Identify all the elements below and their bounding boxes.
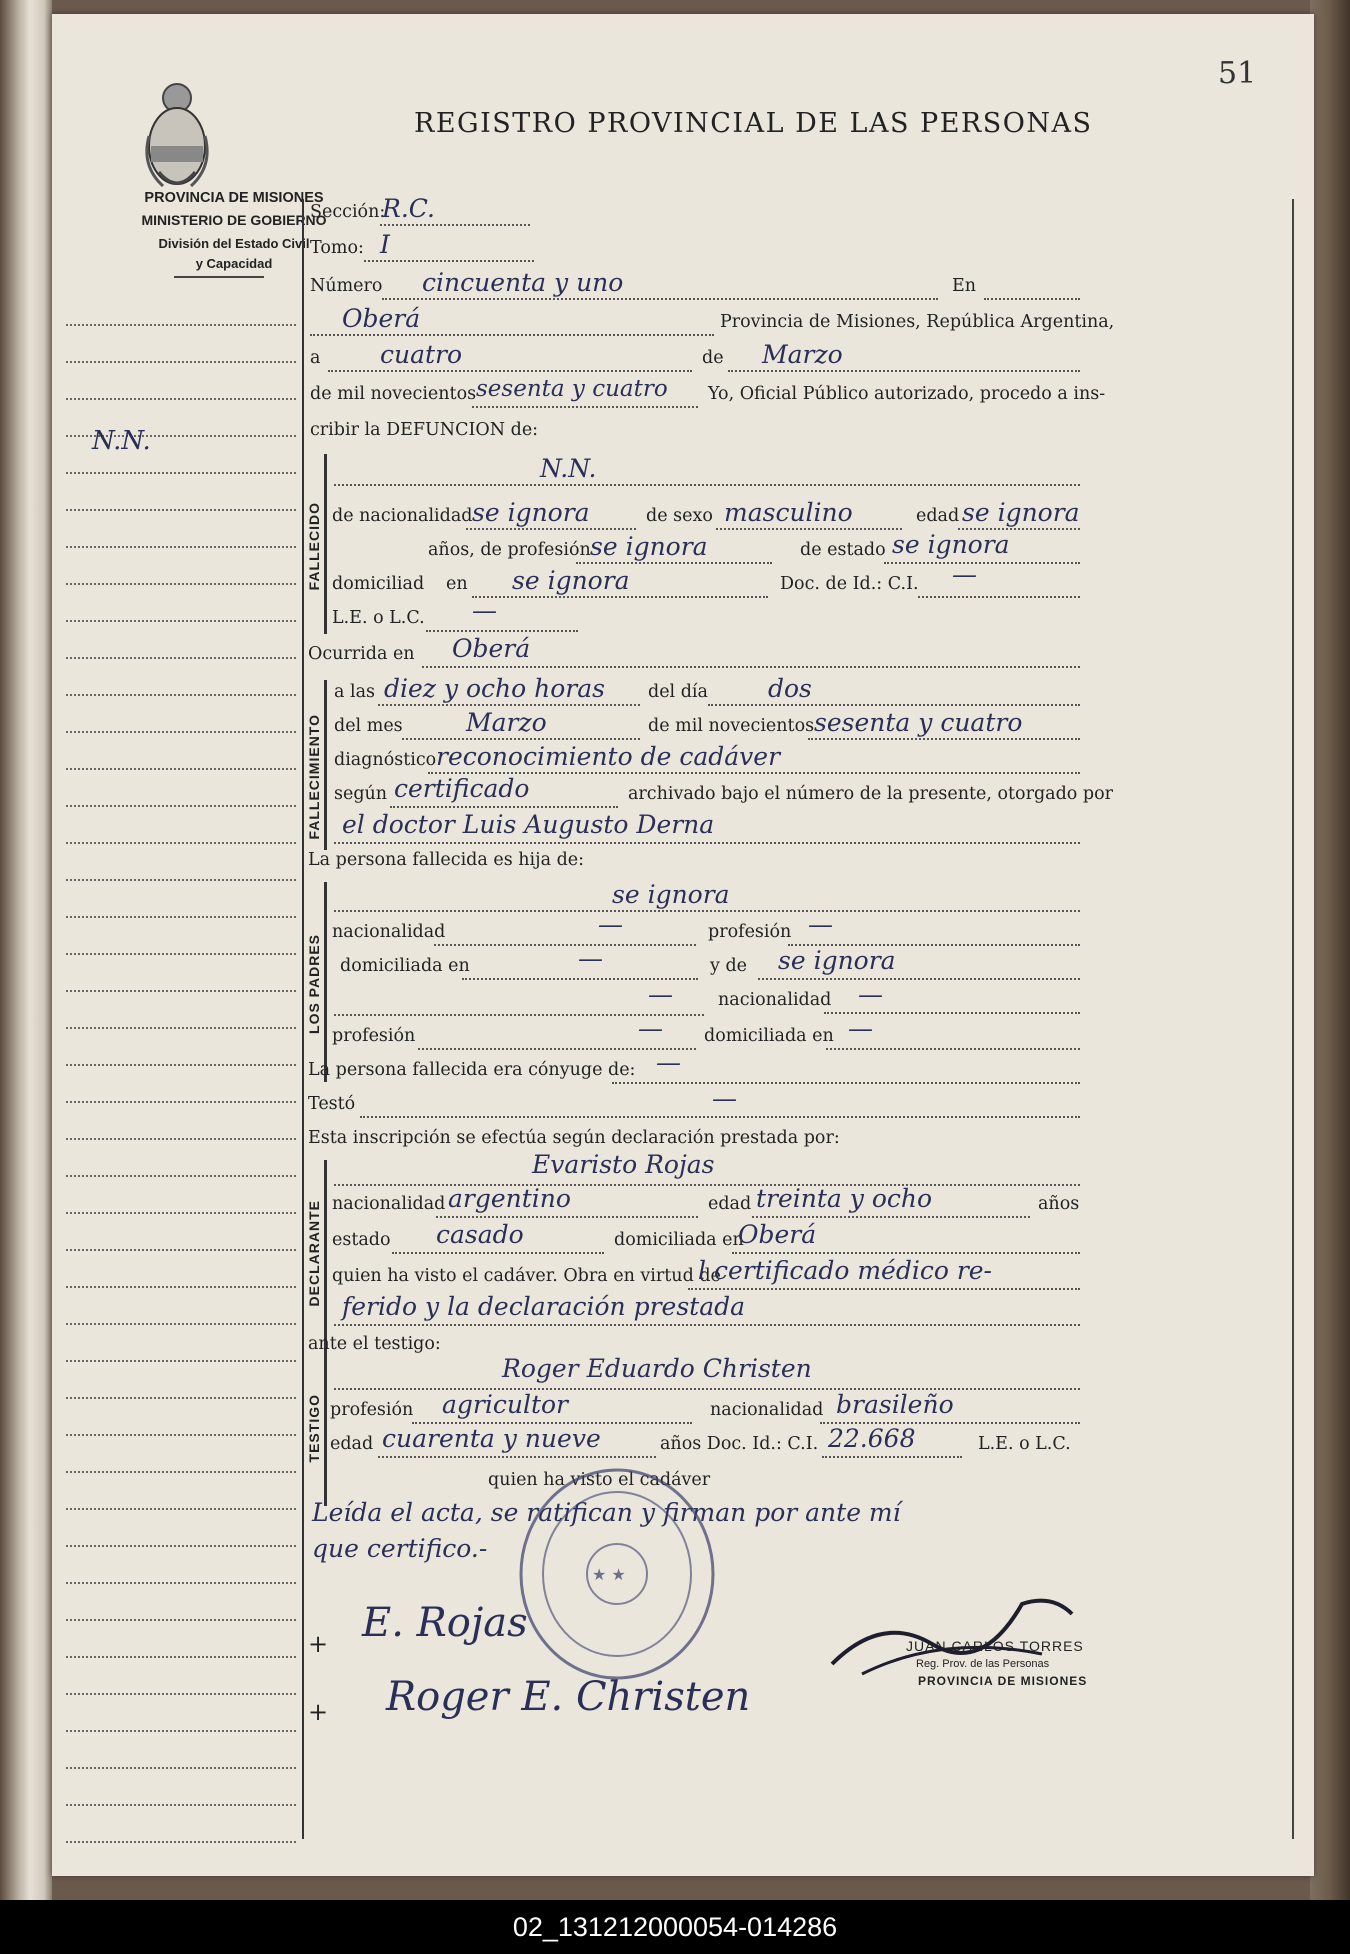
- name-line: [334, 484, 1080, 486]
- place-value: Oberá: [342, 304, 421, 333]
- declarante-edad-value: treinta y ocho: [756, 1184, 933, 1213]
- edad-label: edad: [916, 506, 960, 526]
- closing-line-2: que certifico.-: [312, 1534, 488, 1563]
- margin-rule: [66, 472, 296, 474]
- del-mes-label: del mes: [334, 716, 403, 736]
- conyuge-line: [612, 1082, 1080, 1084]
- declarante-estado-label: estado: [332, 1230, 391, 1250]
- le-line: [426, 630, 578, 632]
- margin-rule: [66, 324, 296, 326]
- padre-domiciliada-label: domiciliada en: [340, 956, 470, 976]
- del-dia-label: del día: [648, 682, 708, 702]
- margin-rule: [66, 916, 296, 918]
- declarante-estado-line: [392, 1252, 604, 1254]
- declarante-edad-label: edad: [708, 1194, 752, 1214]
- division-heading-2: y Capacidad: [195, 256, 273, 271]
- estado-label: de estado: [800, 540, 886, 560]
- testo-label: Testó: [308, 1094, 356, 1114]
- declarante-domicilio-value: Oberá: [738, 1220, 817, 1249]
- sexo-label: de sexo: [646, 506, 713, 526]
- testigo-quien-text: quien ha visto el cadáver: [488, 1470, 711, 1490]
- margin-rule: [66, 1212, 296, 1214]
- mil-label: de mil novecientos: [310, 384, 477, 404]
- margin-rule: [66, 879, 296, 881]
- margin-rule: [66, 620, 296, 622]
- madre-domiciliada-value: —: [848, 1014, 873, 1043]
- estado-line: [884, 562, 1080, 564]
- madre-line: [758, 978, 1080, 980]
- testigo-le-label: L.E. o L.C.: [978, 1434, 1071, 1454]
- obra-line: [688, 1288, 1080, 1290]
- signature-1: E. Rojas: [362, 1600, 528, 1646]
- signature-mark-1: +: [308, 1630, 329, 1658]
- padre-profesion-value: —: [808, 910, 833, 939]
- padre-nacionalidad-label: nacionalidad: [332, 922, 446, 942]
- margin-rule: [66, 1656, 296, 1658]
- margin-rule: [66, 842, 296, 844]
- estado-value: se ignora: [892, 530, 1010, 559]
- margin-rule: [66, 990, 296, 992]
- nacionalidad-value: se ignora: [472, 498, 590, 527]
- testigo-name: Roger Eduardo Christen: [502, 1354, 812, 1383]
- padre-domiciliada-value: —: [578, 944, 603, 973]
- margin-rule: [66, 694, 296, 696]
- en-line: [984, 298, 1080, 300]
- profesion-value: se ignora: [590, 532, 708, 561]
- declarante-anos-label: años: [1038, 1194, 1080, 1214]
- month-line: [728, 370, 1080, 372]
- obra-value: l certificado médico re-: [698, 1256, 993, 1285]
- madre-value: se ignora: [778, 946, 896, 975]
- conyuge-value: —: [656, 1048, 681, 1077]
- official-stamp-icon: [512, 1464, 722, 1684]
- padres-bracket: [324, 882, 327, 1082]
- testigo-side-label: TESTIGO: [306, 1394, 322, 1463]
- tomo-line: [364, 260, 534, 262]
- testigo-edad-value: cuarenta y nueve: [382, 1424, 601, 1453]
- right-border: [1292, 199, 1294, 1839]
- en-label: En: [952, 276, 977, 296]
- madre-domiciliada-line: [826, 1048, 1080, 1050]
- declarante-domicilio-line: [732, 1252, 1080, 1254]
- declarante-nacionalidad-value: argentino: [448, 1184, 571, 1213]
- domiciliad-label: domiciliad: [332, 574, 425, 594]
- declarante-side-label: DECLARANTE: [306, 1200, 322, 1307]
- testigo-profesion-label: profesión: [330, 1400, 414, 1420]
- province-heading: PROVINCIA DE MISIONES: [144, 190, 324, 206]
- officer-province: PROVINCIA DE MISIONES: [918, 1674, 1088, 1688]
- margin-rule: [66, 805, 296, 807]
- place-line: [310, 334, 714, 336]
- officer-title: Reg. Prov. de las Personas: [916, 1658, 1050, 1670]
- margin-rule: [66, 1027, 296, 1029]
- margin-rule: [66, 509, 296, 511]
- mes-line: [402, 738, 640, 740]
- month-value: Marzo: [762, 340, 843, 369]
- margin-rule: [66, 1619, 296, 1621]
- page-title: REGISTRO PROVINCIAL DE LAS PERSONAS: [414, 108, 1093, 139]
- fallecimiento-mil-label: de mil novecientos: [648, 716, 815, 736]
- segun-value: certificado: [394, 774, 530, 803]
- le-label: L.E. o L.C.: [332, 608, 425, 628]
- testo-line: [360, 1116, 1080, 1118]
- margin-rule: [66, 546, 296, 548]
- officer-name: JUAN CARLOS TORRES: [906, 1638, 1084, 1654]
- margin-rule: [66, 398, 296, 400]
- margin-rule: [66, 1730, 296, 1732]
- testo-value: —: [712, 1084, 737, 1113]
- margin-rule: [66, 1249, 296, 1251]
- book-binding-left: [0, 0, 52, 1900]
- ocurrida-label: Ocurrida en: [308, 644, 415, 664]
- margin-rule: [66, 1360, 296, 1362]
- fallecido-name: N.N.: [540, 454, 597, 483]
- anio-value: sesenta y cuatro: [814, 708, 1023, 737]
- padre-value: se ignora: [612, 880, 730, 909]
- margin-rule: [66, 657, 296, 659]
- testigo-bracket: [324, 1366, 327, 1506]
- margin-rule: [66, 731, 296, 733]
- diagnostico-label: diagnóstico: [334, 750, 437, 770]
- padres-side-label: LOS PADRES: [306, 934, 322, 1034]
- fallecimiento-bracket: [324, 680, 327, 850]
- svg-text:★ ★: ★ ★: [592, 1565, 626, 1584]
- tomo-label: Tomo:: [310, 238, 364, 258]
- doc-line: [918, 596, 1080, 598]
- day-value: cuatro: [380, 340, 463, 369]
- provincia-text: Provincia de Misiones, República Argentina,: [720, 312, 1115, 332]
- margin-rule: [66, 1471, 296, 1473]
- margin-rule: [66, 1545, 296, 1547]
- tomo-value: I: [380, 230, 390, 259]
- declarante-nacionalidad-line: [436, 1216, 698, 1218]
- a-label: a: [310, 348, 321, 368]
- segun-line: [390, 806, 618, 808]
- de-label: de: [702, 348, 724, 368]
- madre-nacionalidad-value: —: [858, 980, 883, 1009]
- nacionalidad-label: de nacionalidad: [332, 506, 473, 526]
- hora-line: [378, 704, 640, 706]
- padre-profesion-label: profesión: [708, 922, 792, 942]
- sexo-value: masculino: [724, 498, 853, 527]
- margin-rule: [66, 1064, 296, 1066]
- madre-domiciliada-label: domiciliada en: [704, 1026, 834, 1046]
- le-value: —: [472, 596, 497, 625]
- testigo-edad-label: edad: [330, 1434, 374, 1454]
- cribir-text: cribir la DEFUNCION de:: [310, 420, 539, 440]
- declarante-quien-text: quien ha visto el cadáver. Obra en virtud de: [332, 1266, 721, 1286]
- seccion-value: R.C.: [382, 194, 435, 223]
- margin-rule: [66, 1804, 296, 1806]
- coat-of-arms-icon: [137, 76, 217, 196]
- declarante-intro: Esta inscripción se efectúa según declaración prestada por:: [308, 1128, 840, 1148]
- doctor-line: [334, 842, 1080, 844]
- fallecido-bracket: [324, 454, 327, 634]
- madre-nacionalidad-label: nacionalidad: [718, 990, 832, 1010]
- obra-value-2: ferido y la declaración prestada: [342, 1292, 746, 1321]
- madre-blank-value: —: [648, 980, 673, 1009]
- margin-note: N.N.: [92, 426, 151, 456]
- declarante-edad-line: [752, 1216, 1030, 1218]
- margin-rule: [66, 1286, 296, 1288]
- closing-line-1: Leída el acta, se ratifican y firman por ante mí: [312, 1498, 901, 1527]
- profesion-line: [576, 562, 772, 564]
- testigo-doc-value: 22.668: [828, 1424, 916, 1453]
- margin-rule: [66, 953, 296, 955]
- fallecimiento-side-label: FALLECIMIENTO: [306, 714, 322, 840]
- declarante-name-line: [334, 1184, 1080, 1186]
- fallecido-side-label: FALLECIDO: [306, 502, 322, 591]
- testigo-intro: ante el testigo:: [308, 1334, 441, 1354]
- testigo-anos-doc-label: años Doc. Id.: C.I.: [660, 1434, 819, 1454]
- margin-rule: [66, 1138, 296, 1140]
- page-number: 51: [1218, 56, 1257, 91]
- margin-rule: [66, 1508, 296, 1510]
- a-las-label: a las: [334, 682, 376, 702]
- padre-line: [334, 910, 1080, 912]
- mes-value: Marzo: [466, 708, 547, 737]
- diagnostico-value: reconocimiento de cadáver: [436, 742, 781, 771]
- segun-label: según: [334, 784, 388, 804]
- numero-value: cincuenta y uno: [422, 268, 624, 297]
- margin-rule: [66, 1101, 296, 1103]
- margin-rule: [66, 1397, 296, 1399]
- seccion-label: Sección:: [310, 202, 386, 222]
- year-value: sesenta y cuatro: [476, 376, 668, 402]
- margin-rule: [66, 1434, 296, 1436]
- ministry-heading: MINISTERIO DE GOBIERNO: [141, 212, 327, 228]
- domicilio-line: [472, 596, 768, 598]
- signature-2: Roger E. Christen: [386, 1674, 751, 1720]
- declarante-nacionalidad-label: nacionalidad: [332, 1194, 446, 1214]
- padre-nacionalidad-line: [434, 944, 696, 946]
- testigo-nacionalidad-value: brasileño: [836, 1390, 954, 1419]
- margin-rule: [66, 1582, 296, 1584]
- margin-rule: [66, 1693, 296, 1695]
- doctor-value: el doctor Luis Augusto Derna: [342, 810, 715, 839]
- doc-label: Doc. de Id.: C.I.: [780, 574, 919, 594]
- margin-rule: [66, 768, 296, 770]
- conyuge-label: La persona fallecida era cónyuge de:: [308, 1060, 636, 1080]
- madre-profesion-value: —: [638, 1014, 663, 1043]
- declarante-estado-value: casado: [436, 1220, 524, 1249]
- domicilio-value: se ignora: [512, 566, 630, 595]
- year-line: [472, 406, 698, 408]
- signature-mark-2: +: [308, 1698, 329, 1726]
- anio-line: [808, 738, 1080, 740]
- oficial-text: Yo, Oficial Público autorizado, procedo a ins-: [708, 384, 1106, 404]
- anos-profesion-label: años, de profesión: [428, 540, 591, 560]
- declarante-domiciliada-label: domiciliada en: [614, 1230, 744, 1250]
- padre-nacionalidad-value: —: [598, 910, 623, 939]
- obra-line-2: [334, 1324, 1080, 1326]
- margin-rule: [66, 1767, 296, 1769]
- nacionalidad-line: [466, 528, 636, 530]
- testigo-profesion-value: agricultor: [442, 1390, 569, 1419]
- domicilio-en-label: en: [446, 574, 468, 594]
- margin-rule: [66, 1175, 296, 1177]
- division-heading: División del Estado Civil: [158, 236, 310, 251]
- register-page: [52, 14, 1314, 1876]
- margin-rule: [66, 1841, 296, 1843]
- ocurrida-value: Oberá: [452, 634, 531, 663]
- book-cover-right: [1310, 0, 1350, 1900]
- madre-profesion-line: [418, 1048, 696, 1050]
- testigo-doc-line: [822, 1456, 962, 1458]
- doc-value: —: [952, 560, 977, 589]
- testigo-nacionalidad-label: nacionalidad: [710, 1400, 824, 1420]
- day-line: [328, 370, 692, 372]
- madre-profesion-label: profesión: [332, 1026, 416, 1046]
- column-divider: [302, 199, 304, 1839]
- numero-label: Número: [310, 276, 383, 296]
- numero-line: [382, 298, 938, 300]
- image-caption: 02_131212000054-014286: [512, 1912, 838, 1942]
- ocurrida-line: [422, 666, 1080, 668]
- padres-intro: La persona fallecida es hija de:: [308, 850, 585, 870]
- y-de-label: y de: [710, 956, 748, 976]
- dia-line: [708, 704, 1080, 706]
- dia-value: dos: [768, 674, 812, 703]
- seccion-line: [380, 224, 530, 226]
- margin-rule: [66, 583, 296, 585]
- edad-value: se ignora: [962, 498, 1080, 527]
- hora-value: diez y ocho horas: [384, 674, 605, 703]
- heading-underline: [174, 276, 264, 278]
- testigo-edad-line: [378, 1456, 656, 1458]
- margin-rule: [66, 361, 296, 363]
- archivado-text: archivado bajo el número de la presente, otorgado por: [628, 784, 1113, 804]
- declarante-name: Evaristo Rojas: [532, 1150, 715, 1179]
- margin-rule: [66, 1323, 296, 1325]
- sexo-line: [716, 528, 902, 530]
